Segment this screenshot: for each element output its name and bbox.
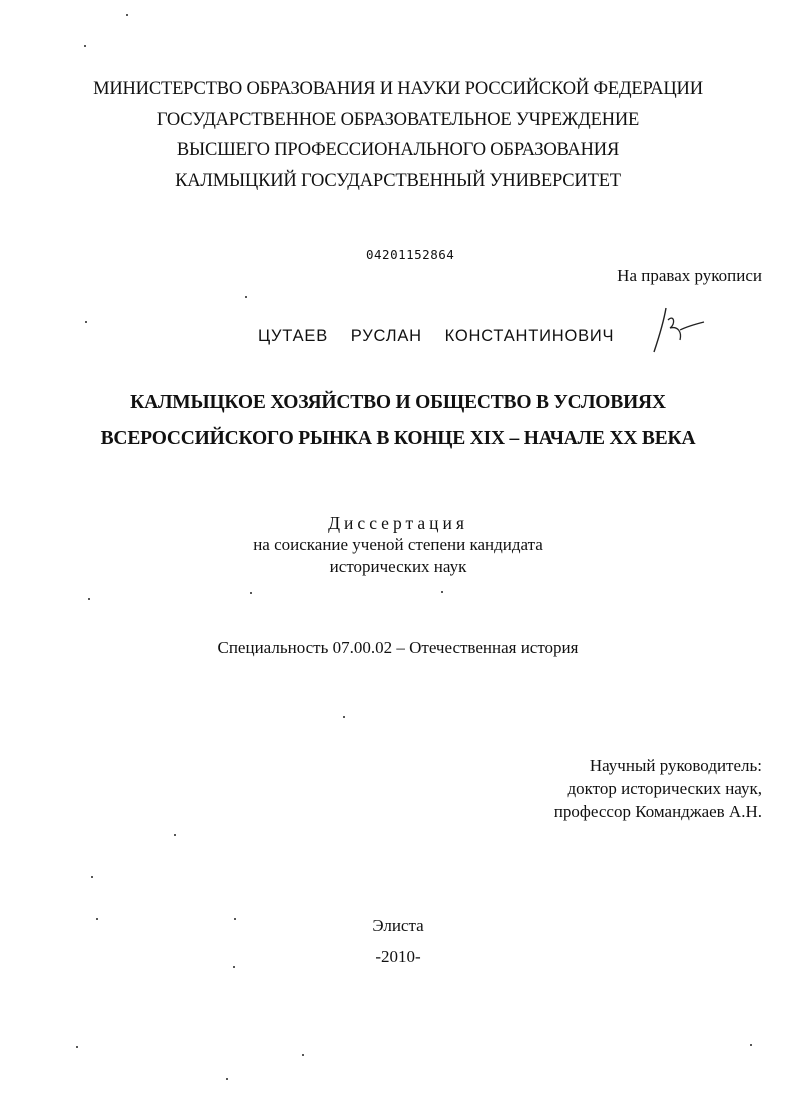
rights-note: На правах рукописи [617, 266, 762, 285]
dissertation-block [0, 512, 796, 578]
advisor-degree: доктор исторических наук, [567, 779, 762, 798]
title-line: КАЛМЫЦКОЕ ХОЗЯЙСТВО И ОБЩЕСТВО В УСЛОВИЯХ [130, 392, 666, 413]
scan-speck [126, 14, 128, 16]
advisor-name: профессор Команджаев А.Н. [553, 802, 762, 821]
author-name: ЦУТАЕВ РУСЛАН КОНСТАНТИНОВИЧ [258, 327, 615, 345]
handwritten-signature [644, 300, 714, 360]
year: -2010- [375, 947, 421, 966]
header-line: ВЫСШЕГО ПРОФЕССИОНАЛЬНОГО ОБРАЗОВАНИЯ [176, 140, 620, 160]
advisor-role: Научный руководитель: [589, 756, 762, 775]
scan-speck [750, 1044, 752, 1046]
scan-speck [343, 716, 345, 718]
city: Элиста [372, 916, 424, 935]
header-line: ГОСУДАРСТВЕННОЕ ОБРАЗОВАТЕЛЬНОЕ УЧРЕЖДЕНИЕ [156, 109, 640, 130]
scan-speck [84, 45, 86, 47]
advisor-block [554, 754, 762, 823]
ministry-header [0, 74, 796, 196]
scan-speck [234, 918, 236, 920]
scan-speck [76, 1046, 78, 1048]
scan-speck [441, 591, 443, 593]
scan-speck [91, 876, 93, 878]
scan-speck [250, 592, 252, 594]
scan-speck [85, 321, 87, 323]
scan-speck [226, 1078, 228, 1080]
header-line: КАЛМЫЦКИЙ ГОСУДАРСТВЕННЫЙ УНИВЕРСИТЕТ [175, 170, 621, 191]
degree-line-2: исторических наук [329, 557, 467, 576]
document-code: 04201152864 [366, 247, 455, 262]
specialty-line: Специальность 07.00.02 – Отечественная история [217, 638, 579, 657]
degree-line-1: на соискание ученой степени кандидата [253, 535, 543, 554]
title-line: ВСЕРОССИЙСКОГО РЫНКА В КОНЦЕ XIX – НАЧАЛЕ XX ВЕКА [100, 428, 696, 449]
scan-speck [302, 1054, 304, 1056]
scan-speck [88, 598, 90, 600]
scan-speck [233, 966, 235, 968]
header-line: МИНИСТЕРСТВО ОБРАЗОВАНИЯ И НАУКИ РОССИЙСКОЙ ФЕДЕРАЦИИ [93, 79, 703, 99]
dissertation-title [0, 385, 796, 457]
scan-speck [245, 296, 247, 298]
footer [0, 910, 796, 972]
scan-speck [174, 834, 176, 836]
scan-speck [96, 918, 98, 920]
dissertation-label: Диссертация [328, 513, 468, 533]
